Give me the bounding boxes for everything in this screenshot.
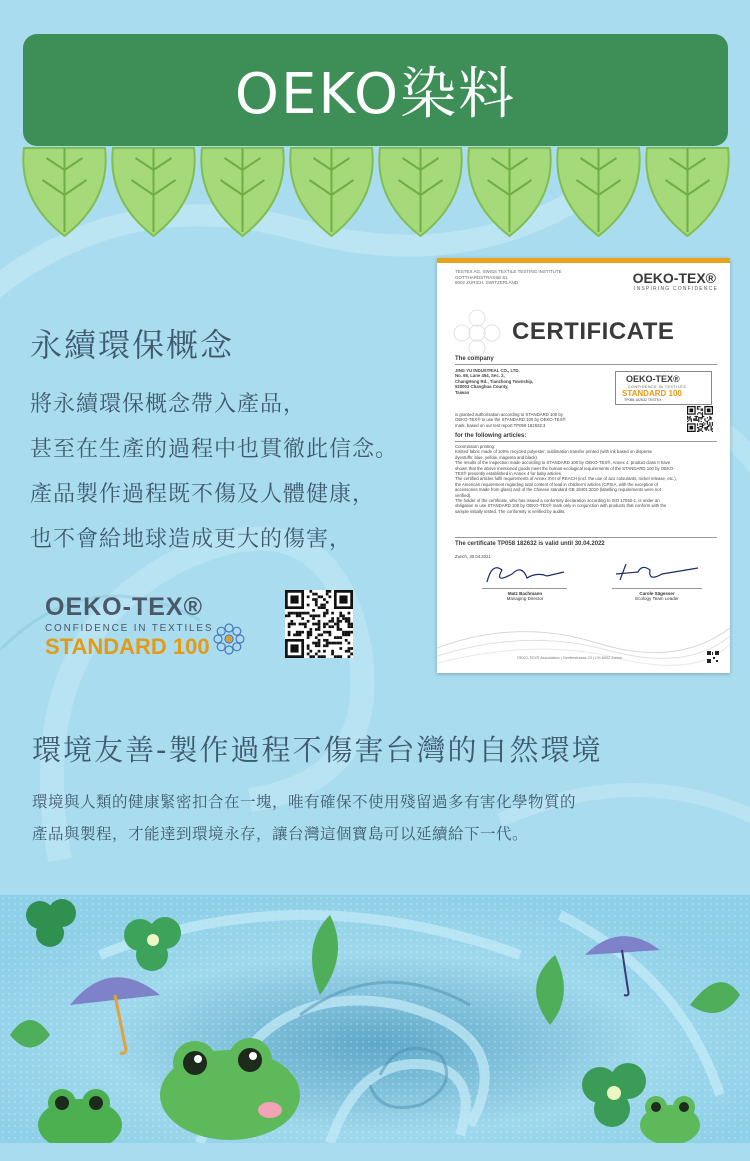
validity-text: The certificate TP058 182632 is valid until 30.04.2022 xyxy=(455,541,605,547)
logo-standard: STANDARD 100 xyxy=(45,634,210,659)
certificate-title: CERTIFICATE xyxy=(512,318,675,345)
leaf-icon xyxy=(468,148,550,236)
text-line: 也不會給地球造成更大的傷害， xyxy=(30,527,353,552)
divider xyxy=(455,364,717,365)
environment-text xyxy=(32,786,576,850)
company-details: JING YU INDUSTRIAL CO., LTD. No. 65, Lane 454, Sec. 2, ChangHong Rd., Tianzhong Township, 520003 Changhua County, Taiwan xyxy=(455,368,534,395)
leaf-icon xyxy=(23,148,105,236)
leaf-icon xyxy=(646,148,728,236)
section-title-sustainability: 永續環保概念 xyxy=(30,326,235,364)
leaf-icon xyxy=(112,148,194,236)
signer-name: Matz Bachmann xyxy=(507,591,543,596)
authorisation-text: is granted authorisation according to STANDARD 100 by OEKO-TEX® to use the STANDARD 100 by OEKO-TEX® mark, based on our test report TP058 182632.3 xyxy=(455,412,566,428)
certificate-address: TESTEX AG, SWISS TEXTILE TESTING INSTITUTE GOTTHARDSTRASSE 61 8002 ZURICH, SWITZERLAND xyxy=(455,269,562,285)
qr-code-icon[interactable] xyxy=(285,590,353,658)
signer-name: Carole Sägesser xyxy=(639,591,675,596)
small-qr-icon xyxy=(707,651,719,663)
certificate-brand: OEKO-TEX® xyxy=(632,270,716,286)
signer-1 xyxy=(485,591,565,601)
signer-role: Ecology Team Leader xyxy=(635,596,679,601)
section-title-environment: 環境友善-製作過程不傷害台灣的自然環境 xyxy=(32,733,603,767)
signature-line xyxy=(612,588,702,589)
banner-title: OEKO染料 xyxy=(234,62,517,127)
badge-number: TP058 182632 TESTEX xyxy=(624,398,662,402)
text-line: 甚至在生產的過程中也貫徹此信念。 xyxy=(30,437,399,462)
badge-standard: STANDARD 100 xyxy=(622,389,682,398)
leaf-icon xyxy=(557,148,639,236)
certificate-brand-sub: INSPIRING CONFIDENCE xyxy=(633,286,718,292)
text-line: 環境與人類的健康緊密扣合在一塊，唯有確保不使用殘留過多有害化學物質的 xyxy=(32,793,577,811)
signer-role: Managing Director xyxy=(506,596,544,601)
articles-text: Commission printing: Knitted fabric made of 100% recycled polyester, sublimation transfer printed (with ink based on disperse dyestuffs: blue, yellow, magenta and black) The results of the inspection made according to STANDARD 100 by OEKO-TEX®, Annex 4, product class II have shown that the above mentioned goods meet the human-ecological requirements of the STANDARD 100 by OEKO- TEX® presently established in Annex 4 for baby articles. The certified articles fulfil requirements of Annex XVII of REACH (incl. the use of azo colourants, nickel release, etc.), the American requirement regarding total content of lead in children's articles (CPSIA, with the exception of accessories made from glass) and of the Chinese standard GB 18401:2010 (labelling requirements were not verified). The holder of the certificate, who has issued a conformity declaration according to ISO 17050-1, is under an obligation to use STANDARD 100 by OEKO-TEX® mark only in conjunction with products that conform with the sample initially tested. The conformity is verified by audits. xyxy=(455,444,677,514)
leaf-icon xyxy=(379,148,461,236)
certificate-qr-icon xyxy=(687,406,713,432)
oeko-tex-certificate xyxy=(437,258,730,673)
company-label: The company xyxy=(455,356,494,362)
certificate-footer: OEKO-TEX® Association | Genferstrasse 23 | CH-8002 Zurich xyxy=(517,656,622,660)
logo-brand: OEKO-TEX® xyxy=(45,593,203,621)
leaf-icon xyxy=(290,148,372,236)
signer-2 xyxy=(617,591,697,601)
fabric-illustration xyxy=(0,895,750,1143)
divider xyxy=(455,441,717,442)
text-line: 將永續環保概念帶入產品， xyxy=(30,392,307,417)
signature-line xyxy=(482,588,567,589)
signature-1 xyxy=(482,560,567,588)
title-banner xyxy=(23,34,728,146)
divider xyxy=(455,537,717,538)
sustainability-text xyxy=(30,382,398,562)
text-line: 產品與製程，才能達到環境永存，讓台灣這個寶島可以延續給下一代。 xyxy=(32,825,529,843)
badge-brand: OEKO-TEX® xyxy=(626,374,680,384)
articles-label: for the following articles: xyxy=(455,433,527,439)
certificate-top-bar xyxy=(437,258,730,263)
oeko-flower-icon xyxy=(210,620,248,658)
bottom-strip xyxy=(0,1143,750,1161)
badge-tagline: CONFIDENCE IN TEXTILES xyxy=(628,385,687,389)
issue-date: Zurich, 30.04.2021 xyxy=(455,554,491,559)
signature-2 xyxy=(612,560,702,588)
standard-100-badge xyxy=(615,371,712,405)
text-line: 產品製作過程既不傷及人體健康， xyxy=(30,482,376,507)
logo-tagline: CONFIDENCE IN TEXTILES xyxy=(45,623,214,634)
fabric-photo xyxy=(0,895,750,1143)
leaf-icon xyxy=(201,148,283,236)
leaf-garland xyxy=(20,140,732,240)
